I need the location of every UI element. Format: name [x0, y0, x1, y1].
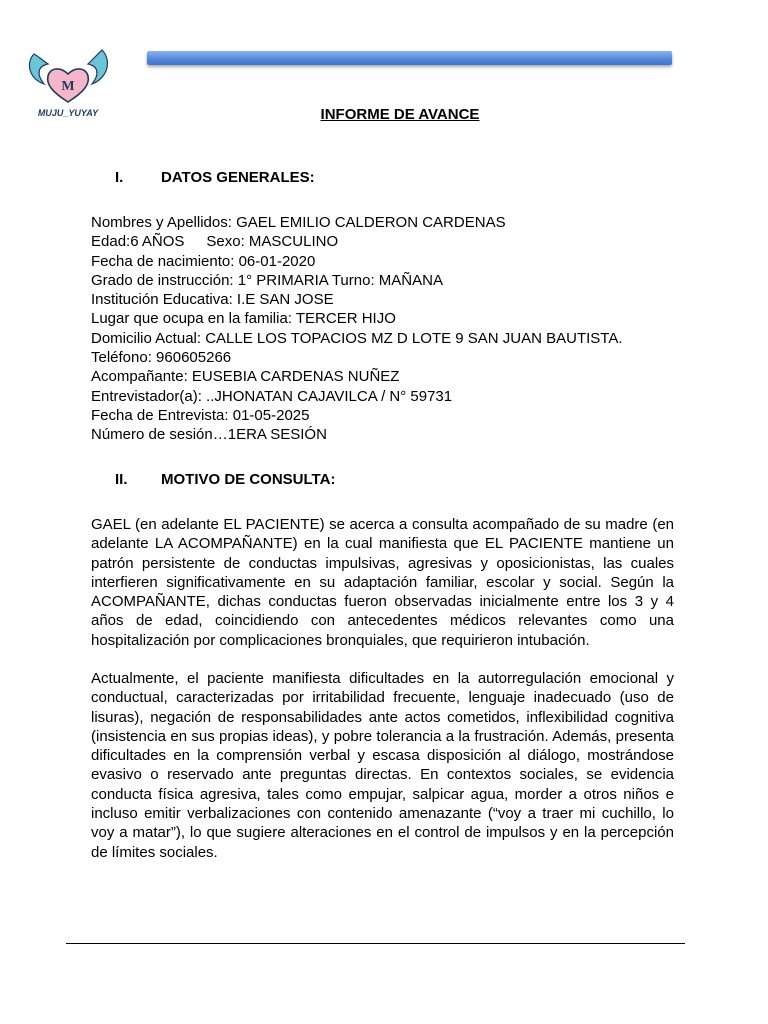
field-nacimiento: Fecha de nacimiento: 06-01-2020	[91, 252, 316, 270]
field-acompanante: Acompañante: EUSEBIA CARDENAS NUÑEZ	[91, 368, 400, 386]
section-title: MOTIVO DE CONSULTA:	[161, 471, 336, 488]
footer-divider	[66, 943, 685, 944]
field-edad: Edad:6 AÑOS	[91, 233, 185, 251]
section-heading-datos	[115, 169, 315, 186]
datos-generales	[91, 213, 623, 445]
field-telefono: Teléfono: 960605266	[91, 349, 232, 367]
field-sexo: Sexo: MASCULINO	[206, 233, 339, 251]
field-entrevistador: Entrevistador(a): ..JHONATAN CAJAVILCA / N° 59731	[91, 387, 453, 405]
field-domicilio: Domicilio Actual: CALLE LOS TOPACIOS MZ D LOTE 9 SAN JUAN BAUTISTA.	[91, 329, 623, 347]
section-heading-motivo	[115, 471, 335, 488]
page-title: INFORME DE AVANCE	[320, 106, 480, 123]
section-number: II.	[115, 471, 128, 488]
section-title: DATOS GENERALES:	[161, 169, 315, 186]
svg-text:M: M	[61, 79, 75, 94]
paragraph-motivo-2: Actualmente, el paciente manifiesta dificultades en la autorregulación emocional y conductual, caracterizadas por irritabilidad frecuente, lenguaje inadecuado (uso de lisuras), negación de responsabilidades ante actos cometidos, inflexibilidad cognitiva (insistencia en sus propias ideas), y pobre tolerancia a la frustración. Además, presenta dificultades en la comprensión verbal y escasa disposición al diálogo, mostrándose evasivo o reservado ante preguntas directas. En contextos sociales, se evidencia conducta física agresiva, tales como empujar, salpicar agua, morder a otros niños e incluso emitir verbalizaciones con contenido amenazante (“voy a traer mi cuchillo, lo voy a matar”), lo que sugiere alteraciones en el control de impulsos y en la percepción de límites sociales.	[91, 670, 674, 861]
header-bar	[147, 51, 672, 65]
field-institucion: Institución Educativa: I.E SAN JOSE	[91, 291, 334, 309]
field-edad-sexo	[91, 232, 623, 251]
section-number: I.	[115, 169, 124, 186]
paragraph-motivo-1: GAEL (en adelante EL PACIENTE) se acerca a consulta acompañado de su madre (en adelante LA ACOMPAÑANTE) en la cual manifiesta que EL PACIENTE mantiene un patrón persistente de conductas impulsivas, agresivas y oposicionistas, las cuales interfieren significativamente en su adaptación familiar, escolar y social. Según la ACOMPAÑANTE, dichas conductas fueron observadas inicialmente entre los 3 y 4 años de edad, coincidiendo con antecedentes médicos relevantes como una hospitalización por complicaciones bronquiales, que requirieron intubación.	[91, 516, 674, 649]
svg-text:MUJU_YUYAY: MUJU_YUYAY	[37, 108, 99, 118]
field-grado: Grado de instrucción: 1° PRIMARIA Turno: MAÑANA	[91, 271, 443, 289]
field-lugar: Lugar que ocupa en la familia: TERCER HIJO	[91, 310, 396, 328]
field-nombres: Nombres y Apellidos: GAEL EMILIO CALDERON CARDENAS	[91, 214, 506, 231]
field-sesion: Número de sesión…1ERA SESIÓN	[91, 426, 327, 444]
field-fecha-entrevista: Fecha de Entrevista: 01-05-2025	[91, 406, 310, 424]
